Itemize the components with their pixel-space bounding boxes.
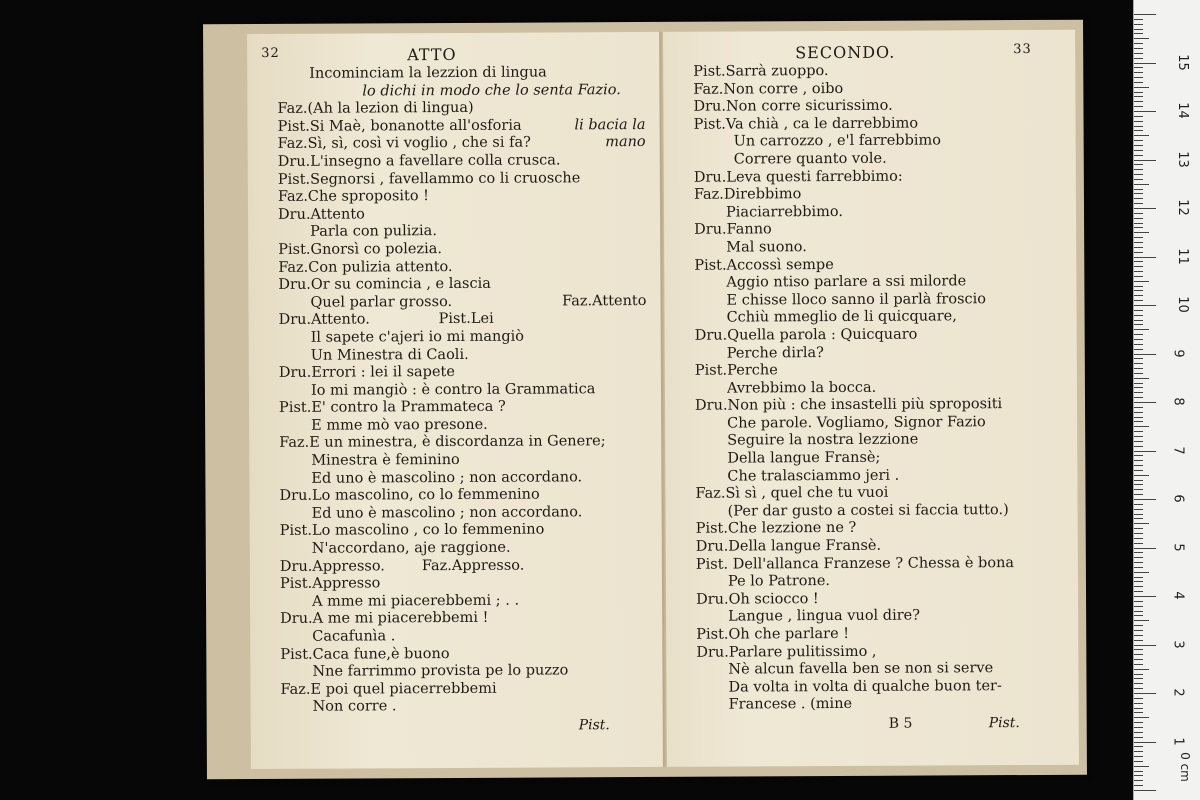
ruler-tick	[1134, 494, 1143, 495]
text-line: Dru.Lo mascolino, co lo femmenino	[279, 486, 540, 505]
ruler-tick	[1134, 581, 1143, 582]
ruler-tick	[1134, 252, 1143, 253]
ruler-tick	[1134, 567, 1143, 568]
left-page-header: ATTO	[407, 44, 457, 65]
text-line	[278, 117, 650, 137]
ruler-tick	[1134, 363, 1143, 364]
ruler-tick	[1134, 732, 1143, 733]
ruler-tick	[1134, 771, 1143, 772]
text-line: Pist. Dell'allanca Franzese ? Chessa è bona	[695, 554, 1015, 573]
text-line: Un carrozzo , e'l farrebbimo	[733, 132, 942, 150]
ruler-tick	[1134, 712, 1143, 713]
text-line: Pist.E' contro la Prammateca ?	[278, 399, 506, 417]
ruler-tick	[1134, 237, 1143, 238]
ruler-tick	[1134, 475, 1149, 476]
text-line: Dru.Parlare pulitissimo ,	[696, 643, 877, 661]
ruler-tick	[1134, 780, 1143, 781]
speaker-note: Faz.Appresso.	[421, 557, 525, 574]
text-line: Che parole. Vogliamo, Signor Fazio	[727, 414, 986, 432]
ruler-tick	[1134, 184, 1149, 185]
text-line: Pist.Va chià , ca le darrebbimo	[693, 115, 919, 133]
ruler-tick	[1134, 625, 1143, 626]
text-line: Faz.E un minestra, è discordanza in Genere;	[279, 433, 606, 452]
ruler-tick	[1134, 727, 1143, 728]
ruler-tick	[1134, 654, 1143, 655]
text-line: Pist.Sarrà zuoppo.	[693, 63, 829, 80]
ruler-tick	[1134, 329, 1149, 330]
ruler-tick	[1134, 775, 1143, 776]
ruler-number: 14	[1174, 102, 1190, 119]
ruler-tick	[1134, 276, 1143, 277]
text-line: Francese . (mine	[728, 696, 853, 713]
text-line: Parla con pulizia.	[310, 223, 437, 241]
ruler-tick	[1134, 518, 1143, 519]
text-line: A mme mi piacerebbemi ; . .	[312, 592, 520, 610]
right-page-number: 33	[1013, 41, 1032, 58]
ruler-tick	[1134, 72, 1143, 73]
ruler-tick	[1134, 111, 1156, 112]
text-line: N'accordano, aje raggione.	[311, 539, 511, 557]
ruler-tick	[1134, 698, 1143, 699]
ruler-tick	[1134, 640, 1143, 641]
left-text-block	[277, 64, 652, 717]
line-text: Faz.Sì, sì, così vi voglio , che si fa?	[277, 134, 531, 153]
ruler-tick	[1134, 63, 1156, 64]
ruler-tick	[1134, 29, 1143, 30]
ruler-tick	[1134, 150, 1143, 151]
ruler-tick	[1134, 446, 1143, 447]
ruler-tick	[1134, 160, 1156, 161]
ruler-tick	[1134, 383, 1143, 384]
text-line: Pe lo Patrone.	[727, 573, 831, 590]
text-line: Della langue Fransè;	[727, 449, 881, 467]
ruler-tick	[1134, 392, 1143, 393]
ruler-tick	[1134, 223, 1143, 224]
text-line: (Per dar gusto a costei si faccia tutto.)	[727, 501, 1009, 520]
ruler-tick	[1134, 572, 1149, 573]
ruler-tick	[1134, 460, 1143, 461]
ruler-tick	[1134, 722, 1143, 723]
ruler-tick	[1134, 620, 1149, 621]
text-line: Faz.Sì sì , quel che tu vuoi	[695, 484, 889, 502]
ruler-tick	[1134, 14, 1156, 15]
ruler-number: 11	[1174, 247, 1190, 265]
ruler-tick	[1134, 533, 1143, 534]
ruler-tick	[1134, 227, 1143, 228]
ruler-number: 2	[1170, 688, 1186, 697]
ruler-tick	[1134, 514, 1143, 515]
ruler-tick	[1134, 436, 1143, 437]
ruler-tick	[1134, 489, 1143, 490]
ruler-tick	[1134, 708, 1143, 709]
ruler-tick	[1134, 87, 1149, 88]
ruler-tick	[1134, 499, 1156, 500]
ruler-tick	[1134, 315, 1143, 316]
ruler-number: 15	[1174, 53, 1190, 71]
text-line: Piaciarrebbimo.	[725, 203, 843, 221]
ruler-tick	[1134, 96, 1143, 97]
ruler-tick	[1134, 548, 1156, 549]
ruler-tick	[1134, 232, 1149, 233]
ruler-tick	[1134, 470, 1143, 471]
ruler-tick	[1134, 286, 1143, 287]
text-line: Pist.Accossì sempe	[694, 256, 834, 274]
ruler-tick	[1134, 693, 1156, 694]
line-text: Quel parlar grosso.	[310, 293, 453, 311]
ruler-tick	[1134, 742, 1156, 743]
ruler-tick	[1134, 130, 1143, 131]
ruler-number: 1	[1170, 736, 1186, 746]
ruler-tick	[1134, 509, 1143, 510]
ruler-tick	[1134, 683, 1143, 684]
ruler-number: 9	[1170, 348, 1186, 358]
ruler-tick	[1134, 247, 1143, 248]
line-text: Dru.Appresso.	[279, 557, 385, 575]
ruler-tick	[1134, 300, 1143, 301]
text-line: Pist.Oh che parlare !	[696, 625, 850, 643]
ruler-tick	[1134, 106, 1143, 107]
ruler-tick	[1134, 528, 1143, 529]
ruler-tick	[1134, 242, 1143, 243]
ruler-tick	[1134, 577, 1143, 578]
text-line: Pist.Caca fune,è buono	[280, 645, 450, 663]
text-line: Faz.Non corre , oibo	[693, 80, 844, 98]
ruler-number: 5	[1170, 542, 1186, 552]
ruler-tick	[1134, 552, 1143, 553]
text-line: Pist.Appresso	[279, 575, 381, 593]
ruler-tick	[1134, 586, 1143, 587]
ruler-tick	[1134, 484, 1143, 485]
text-line: Dru.Or su comincia , e lascia	[278, 275, 491, 294]
ruler-tick	[1134, 155, 1143, 156]
text-line: Il sapete c'ajeri io mi mangiò	[310, 328, 525, 346]
text-line: Dru.Della langue Fransè.	[695, 537, 882, 555]
text-line: Dru.Fanno	[694, 221, 772, 239]
ruler-tick	[1134, 441, 1143, 442]
ruler-tick	[1134, 538, 1143, 539]
ruler-tick	[1134, 717, 1149, 718]
ruler-tick	[1134, 455, 1143, 456]
left-catchword: Pist.	[578, 717, 610, 734]
text-line: Dru.Non corre sicurissimo.	[693, 97, 893, 115]
ruler-tick	[1134, 664, 1143, 665]
ruler-tick	[1134, 431, 1143, 432]
text-line: Faz.Direbbimo	[693, 186, 802, 203]
text-line: Un Minestra di Caoli.	[310, 346, 469, 364]
ruler-tick	[1134, 179, 1143, 180]
ruler-tick	[1134, 58, 1143, 59]
ruler-tick	[1134, 24, 1143, 25]
ruler-number: 8	[1170, 397, 1186, 406]
ruler-tick	[1134, 751, 1143, 752]
ruler-tick	[1134, 320, 1143, 321]
text-line: Nè alcun favella ben se non si serve	[728, 660, 994, 678]
ruler-tick	[1134, 121, 1143, 122]
ruler-number: 13	[1174, 150, 1190, 168]
text-line	[279, 310, 651, 330]
ruler-tick	[1134, 426, 1149, 427]
ruler-tick	[1134, 354, 1156, 355]
ruler-tick	[1134, 203, 1143, 204]
text-line: Faz.(Ah la lezion di lingua)	[277, 100, 474, 118]
text-line: Avrebbimo la bocca.	[726, 379, 877, 397]
ruler-tick	[1134, 116, 1143, 117]
right-page	[663, 30, 1079, 767]
left-page	[247, 32, 663, 769]
text-line: lo dichi in modo che lo senta Fazio.	[362, 81, 621, 100]
ruler-number: 4	[1170, 591, 1186, 600]
text-line: Aggio ntiso parlare a ssi milorde	[726, 273, 967, 291]
ruler-tick	[1134, 305, 1156, 306]
ruler-tick	[1134, 761, 1143, 762]
signature-mark: B 5	[888, 715, 913, 732]
text-line: Dru.Oh sciocco !	[696, 590, 819, 608]
ruler-tick	[1134, 378, 1149, 379]
ruler-tick	[1134, 368, 1143, 369]
text-line: Io mi mangiò : è contro la Grammatica	[310, 380, 596, 399]
ruler-tick	[1134, 451, 1156, 452]
ruler-tick	[1134, 373, 1143, 374]
ruler-tick	[1134, 688, 1143, 689]
ruler-tick	[1134, 635, 1143, 636]
ruler-tick	[1134, 703, 1143, 704]
ruler-tick	[1134, 334, 1143, 335]
text-line: Minestra è feminino	[311, 452, 460, 469]
ruler-tick	[1134, 189, 1143, 190]
text-line: Pist.Che lezzione ne ?	[695, 520, 857, 538]
text-line: Dru.L'insegno a favellare colla crusca.	[277, 152, 561, 170]
stage-direction: li bacia la	[574, 116, 646, 134]
text-line: Dru.A me mi piacerebbemi !	[280, 610, 489, 628]
text-line	[280, 557, 652, 577]
text-line: Incominciam la lezzion di lingua	[309, 64, 547, 82]
ruler-tick	[1134, 659, 1143, 660]
ruler-tick	[1134, 630, 1143, 631]
ruler-tick	[1134, 92, 1143, 93]
text-line: Pist.Segnorsi , favellammo co li cruosche	[277, 169, 581, 188]
text-line: Dru.Non più : che insastelli più spropositi	[694, 396, 1003, 415]
ruler-number: 12	[1174, 199, 1190, 216]
text-line: Non corre .	[312, 698, 397, 716]
text-line	[278, 134, 650, 154]
ruler-tick	[1134, 145, 1143, 146]
ruler-tick	[1134, 645, 1156, 646]
ruler-tick	[1134, 674, 1143, 675]
ruler-tick	[1134, 164, 1143, 165]
ruler-tick	[1134, 465, 1143, 466]
text-line: Dru.Leva questi farrebbimo:	[693, 168, 903, 186]
ruler-tick	[1134, 198, 1143, 199]
ruler-tick	[1134, 746, 1143, 747]
ruler-tick	[1134, 523, 1149, 524]
ruler-tick	[1134, 417, 1143, 418]
ruler-tick	[1134, 349, 1143, 350]
ruler-tick	[1134, 596, 1156, 597]
ruler-tick	[1134, 339, 1143, 340]
ruler-tick	[1134, 421, 1143, 422]
ruler-tick	[1134, 557, 1143, 558]
ruler-tick	[1134, 43, 1143, 44]
ruler-tick	[1134, 412, 1143, 413]
ruler-tick	[1134, 669, 1149, 670]
ruler-number: 6	[1170, 494, 1186, 503]
ruler-tick	[1134, 407, 1143, 408]
ruler-tick	[1134, 678, 1143, 679]
speaker-note: Pist.Lei	[438, 311, 494, 328]
ruler-tick	[1134, 38, 1149, 39]
text-line: Langue , lingua vuol dire?	[728, 607, 921, 625]
ruler-tick	[1134, 67, 1143, 68]
ruler-tick	[1134, 387, 1143, 388]
ruler-tick	[1134, 310, 1143, 311]
text-line: Da volta in volta di qualche buon ter-	[728, 677, 1002, 696]
text-line: Cchiù mmeglio de li quicquare,	[726, 308, 957, 326]
open-book	[203, 20, 1087, 780]
ruler-tick	[1134, 606, 1143, 607]
text-line: Cacafunìa .	[312, 628, 396, 645]
text-line: Dru.Quella parola : Quicquaro	[694, 326, 918, 344]
text-line: Ed uno è mascolino ; non accordano.	[311, 504, 583, 522]
text-line: Perche dirla?	[726, 344, 824, 362]
text-line: Correre quanto vole.	[733, 150, 887, 168]
ruler-number: 3	[1170, 639, 1186, 649]
text-line: Mal suono.	[726, 239, 807, 256]
speaker-note: Faz.Attento	[562, 292, 647, 310]
text-line: Faz.Che sproposito !	[277, 188, 430, 206]
right-text-block	[693, 62, 1068, 715]
right-catchword: Pist.	[988, 715, 1020, 732]
text-line: Faz.Con pulizia attento.	[278, 258, 453, 276]
ruler-tick	[1134, 344, 1143, 345]
ruler-tick	[1134, 257, 1156, 258]
ruler-tick	[1134, 615, 1143, 616]
ruler-tick	[1134, 266, 1143, 267]
text-line: Nne farrimmo provista pe lo puzzo	[312, 662, 569, 680]
ruler-tick	[1134, 213, 1143, 214]
text-line	[278, 293, 650, 313]
stage-direction: mano	[605, 134, 646, 151]
ruler-tick	[1134, 140, 1143, 141]
ruler-tick	[1134, 504, 1143, 505]
ruler-tick	[1134, 785, 1143, 786]
ruler-tick	[1134, 737, 1143, 738]
text-line: Pist.Lo mascolino , co lo femmenino	[279, 521, 545, 540]
text-line: E mme mò vao presone.	[311, 416, 488, 434]
ruler-tick	[1134, 562, 1143, 563]
ruler-tick	[1134, 281, 1149, 282]
text-line: E chisse lloco sanno il parlà froscio	[726, 290, 987, 309]
ruler-tick	[1134, 135, 1149, 136]
ruler-tick	[1134, 169, 1143, 170]
ruler-unit-label: 0 cm	[1177, 752, 1192, 782]
ruler-tick	[1134, 402, 1156, 403]
ruler-tick	[1134, 295, 1143, 296]
ruler-tick	[1134, 126, 1143, 127]
measurement-ruler	[1133, 0, 1200, 800]
text-line: Seguire la nostra lezzione	[727, 432, 919, 450]
ruler-tick	[1134, 208, 1156, 209]
right-page-header: SECONDO.	[795, 42, 896, 63]
ruler-tick	[1134, 543, 1143, 544]
ruler-tick	[1134, 33, 1143, 34]
ruler-tick	[1134, 290, 1143, 291]
line-text: Pist.Si Maè, bonanotte all'osforia	[277, 117, 522, 135]
ruler-tick	[1134, 53, 1143, 54]
ruler-tick	[1134, 193, 1143, 194]
text-line: Dru.Attento	[277, 206, 365, 223]
ruler-tick	[1134, 649, 1143, 650]
text-line: Faz.E poi quel piacerrebbemi	[280, 680, 497, 698]
line-text: Dru.Attento.	[278, 311, 370, 329]
ruler-tick	[1134, 766, 1149, 767]
ruler-tick	[1134, 790, 1156, 791]
text-line: Ed uno è mascolino ; non accordano.	[311, 468, 583, 487]
ruler-tick	[1134, 19, 1143, 20]
ruler-number: 10	[1174, 296, 1190, 313]
ruler-tick	[1134, 480, 1143, 481]
text-line: Dru.Errori : lei il sapete	[278, 364, 455, 382]
ruler-tick	[1134, 82, 1143, 83]
ruler-tick	[1134, 397, 1143, 398]
ruler-tick	[1134, 174, 1143, 175]
ruler-tick	[1134, 48, 1143, 49]
text-line: Che tralasciammo jeri .	[727, 467, 900, 485]
left-page-number: 32	[261, 45, 280, 62]
ruler-number: 7	[1170, 445, 1186, 455]
ruler-tick	[1134, 77, 1143, 78]
ruler-tick	[1134, 261, 1143, 262]
ruler-tick	[1134, 601, 1143, 602]
ruler-tick	[1134, 218, 1143, 219]
ruler-tick	[1134, 101, 1143, 102]
ruler-tick	[1134, 271, 1143, 272]
text-line: Pist.Gnorsì co polezia.	[278, 240, 443, 258]
ruler-tick	[1134, 756, 1143, 757]
ruler-tick	[1134, 591, 1143, 592]
ruler-tick	[1134, 324, 1143, 325]
text-line: Pist.Perche	[694, 362, 778, 379]
ruler-tick	[1134, 611, 1143, 612]
ruler-tick	[1134, 358, 1143, 359]
